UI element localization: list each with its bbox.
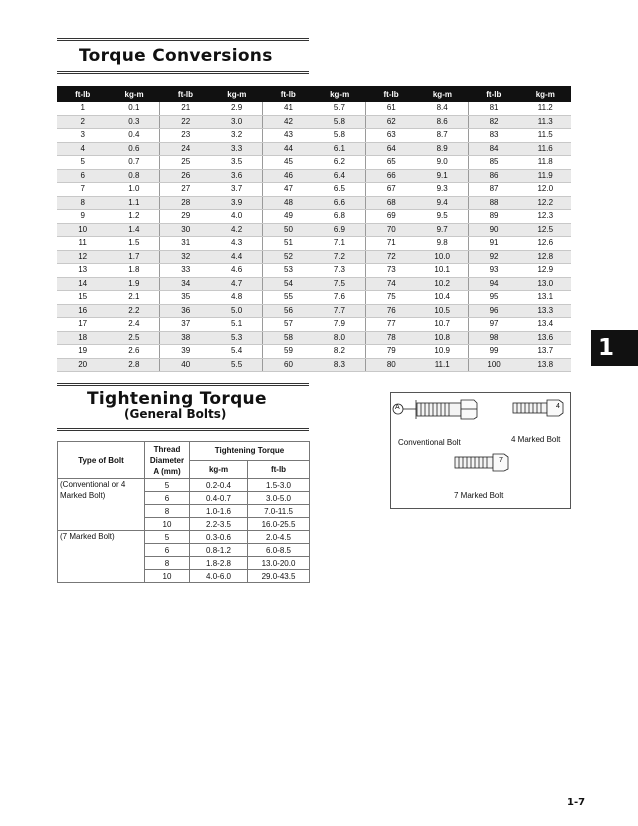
conversion-cell: 2.4: [108, 318, 159, 332]
conversion-header-cell: kg-m: [314, 86, 365, 102]
conversion-cell: 55: [263, 291, 314, 305]
conversion-cell: 24: [160, 142, 211, 156]
conversion-cell: 13.3: [520, 304, 571, 318]
conversion-header-cell: kg-m: [417, 86, 468, 102]
conversion-cell: 9.0: [417, 156, 468, 170]
conversion-header-cell: ft-lb: [57, 86, 108, 102]
seven-marked-bolt-label: 7 Marked Bolt: [454, 491, 504, 500]
conversion-cell: 7.2: [314, 250, 365, 264]
conversion-row: [57, 250, 571, 264]
conversion-cell: 5.8: [314, 115, 365, 129]
conversion-row: [57, 237, 571, 251]
thread-diameter-cell: 10: [145, 570, 190, 583]
conversion-cell: 33: [160, 264, 211, 278]
conversion-cell: 100: [468, 358, 519, 372]
conversion-cell: 96: [468, 304, 519, 318]
conversion-cell: 12.6: [520, 237, 571, 251]
conversion-cell: 86: [468, 169, 519, 183]
conversion-cell: 43: [263, 129, 314, 143]
conversion-row: [57, 277, 571, 291]
conversion-cell: 4.6: [211, 264, 262, 278]
torque-ftlb-cell: 1.5-3.0: [248, 479, 310, 492]
conversion-cell: 5.4: [211, 345, 262, 359]
conversion-cell: 66: [365, 169, 416, 183]
conversion-cell: 22: [160, 115, 211, 129]
conversion-cell: 1.2: [108, 210, 159, 224]
conversion-cell: 88: [468, 196, 519, 210]
conversion-row: [57, 210, 571, 224]
tightening-torque-title: Tightening Torque: [87, 389, 267, 409]
thread-diameter-cell: 10: [145, 518, 190, 531]
conversion-cell: 52: [263, 250, 314, 264]
conversion-cell: 11.5: [520, 129, 571, 143]
conversion-cell: 6.9: [314, 223, 365, 237]
conversion-cell: 11.3: [520, 115, 571, 129]
conversion-cell: 10.0: [417, 250, 468, 264]
conversion-cell: 8.4: [417, 102, 468, 115]
conversion-cell: 91: [468, 237, 519, 251]
conversion-cell: 46: [263, 169, 314, 183]
conversion-header-cell: kg-m: [520, 86, 571, 102]
conversion-cell: 19: [57, 345, 108, 359]
conversion-cell: 6.1: [314, 142, 365, 156]
conversion-cell: 8.2: [314, 345, 365, 359]
conversion-cell: 65: [365, 156, 416, 170]
conversion-cell: 9.7: [417, 223, 468, 237]
conversion-cell: 20: [57, 358, 108, 372]
torque-kgm-cell: 0.3-0.6: [190, 531, 248, 544]
torque-kgm-cell: 2.2-3.5: [190, 518, 248, 531]
conversion-cell: 25: [160, 156, 211, 170]
conversion-cell: 13.4: [520, 318, 571, 332]
torque-conversions-title: Torque Conversions: [79, 46, 273, 66]
conversion-cell: 95: [468, 291, 519, 305]
conversion-cell: 7.9: [314, 318, 365, 332]
conversion-cell: 61: [365, 102, 416, 115]
conversion-cell: 44: [263, 142, 314, 156]
conversion-cell: 11.8: [520, 156, 571, 170]
conversion-cell: 90: [468, 223, 519, 237]
conversion-header-cell: kg-m: [108, 86, 159, 102]
conversion-cell: 1.5: [108, 237, 159, 251]
conversion-cell: 78: [365, 331, 416, 345]
torque-ftlb-cell: 3.0-5.0: [248, 492, 310, 505]
conversion-cell: 37: [160, 318, 211, 332]
conversion-cell: 4.2: [211, 223, 262, 237]
conversion-cell: 62: [365, 115, 416, 129]
conversion-cell: 39: [160, 345, 211, 359]
conversion-cell: 45: [263, 156, 314, 170]
conversion-cell: 36: [160, 304, 211, 318]
conversion-cell: 54: [263, 277, 314, 291]
conversion-row: [57, 169, 571, 183]
conversion-cell: 5.0: [211, 304, 262, 318]
conversion-cell: 17: [57, 318, 108, 332]
conversion-header-row: [57, 86, 571, 102]
thread-diameter-cell: 8: [145, 557, 190, 570]
conversion-cell: 76: [365, 304, 416, 318]
conversion-cell: 27: [160, 183, 211, 197]
conversion-cell: 41: [263, 102, 314, 115]
conversion-cell: 12.9: [520, 264, 571, 278]
conversion-cell: 9.5: [417, 210, 468, 224]
conversion-cell: 6.5: [314, 183, 365, 197]
conversion-cell: 31: [160, 237, 211, 251]
conversion-cell: 14: [57, 277, 108, 291]
conversion-cell: 23: [160, 129, 211, 143]
conversion-row: [57, 183, 571, 197]
seven-mark-label: 7: [499, 457, 503, 464]
conversion-cell: 73: [365, 264, 416, 278]
conversion-row: [57, 156, 571, 170]
conversion-cell: 9.1: [417, 169, 468, 183]
conversion-cell: 40: [160, 358, 211, 372]
conversion-row: [57, 291, 571, 305]
conversion-cell: 1.4: [108, 223, 159, 237]
conversion-cell: 2.6: [108, 345, 159, 359]
torque-table-body: [58, 479, 310, 583]
thread-diameter-cell: 6: [145, 544, 190, 557]
conversion-cell: 9.3: [417, 183, 468, 197]
conversion-cell: 2.8: [108, 358, 159, 372]
conversion-cell: 72: [365, 250, 416, 264]
type-of-bolt-header: Type of Bolt: [58, 442, 145, 479]
conversion-cell: 12.2: [520, 196, 571, 210]
conversion-cell: 0.1: [108, 102, 159, 115]
conversion-cell: 11.9: [520, 169, 571, 183]
conversion-cell: 13.6: [520, 331, 571, 345]
conversion-cell: 32: [160, 250, 211, 264]
conversion-cell: 0.6: [108, 142, 159, 156]
conversion-cell: 18: [57, 331, 108, 345]
conversion-cell: 3.5: [211, 156, 262, 170]
conversion-cell: 79: [365, 345, 416, 359]
conversion-cell: 8.6: [417, 115, 468, 129]
conversion-cell: 9.4: [417, 196, 468, 210]
conversion-cell: 10.1: [417, 264, 468, 278]
conversion-row: [57, 142, 571, 156]
conversion-cell: 7.5: [314, 277, 365, 291]
conversion-cell: 12.3: [520, 210, 571, 224]
conversion-cell: 2.9: [211, 102, 262, 115]
conversion-row: [57, 264, 571, 278]
conversion-cell: 10: [57, 223, 108, 237]
thread-diameter-cell: 8: [145, 505, 190, 518]
conversion-cell: 2.2: [108, 304, 159, 318]
conversion-cell: 10.9: [417, 345, 468, 359]
conversion-cell: 6: [57, 169, 108, 183]
conversion-cell: 11.1: [417, 358, 468, 372]
conversion-cell: 74: [365, 277, 416, 291]
conversion-header-cell: ft-lb: [365, 86, 416, 102]
conversion-cell: 3.7: [211, 183, 262, 197]
torque-row: [58, 479, 310, 492]
conversion-cell: 10.7: [417, 318, 468, 332]
conversion-cell: 5.5: [211, 358, 262, 372]
conversion-cell: 16: [57, 304, 108, 318]
conversion-cell: 6.8: [314, 210, 365, 224]
conversion-cell: 1: [57, 102, 108, 115]
thread-diameter-header: Thread Diameter A (mm): [145, 442, 190, 479]
conversion-cell: 13: [57, 264, 108, 278]
conversion-header-cell: kg-m: [211, 86, 262, 102]
conversion-cell: 7.7: [314, 304, 365, 318]
ftlb-header: ft-lb: [248, 460, 310, 479]
conversion-cell: 42: [263, 115, 314, 129]
conversion-cell: 80: [365, 358, 416, 372]
conversion-cell: 67: [365, 183, 416, 197]
conversion-cell: 75: [365, 291, 416, 305]
conversion-cell: 48: [263, 196, 314, 210]
conversion-cell: 92: [468, 250, 519, 264]
conversion-cell: 2.5: [108, 331, 159, 345]
conversion-cell: 38: [160, 331, 211, 345]
conversion-cell: 64: [365, 142, 416, 156]
conversion-cell: 57: [263, 318, 314, 332]
tightening-torque-table: [57, 441, 310, 583]
conversion-row: [57, 345, 571, 359]
conversion-cell: 11: [57, 237, 108, 251]
conversion-cell: 2: [57, 115, 108, 129]
conversion-row: [57, 115, 571, 129]
conversion-cell: 49: [263, 210, 314, 224]
conversion-cell: 93: [468, 264, 519, 278]
conversion-cell: 47: [263, 183, 314, 197]
four-mark-label: 4: [556, 403, 560, 410]
conversion-cell: 5.7: [314, 102, 365, 115]
conversion-cell: 84: [468, 142, 519, 156]
conversion-cell: 6.4: [314, 169, 365, 183]
conversion-row: [57, 331, 571, 345]
conversion-cell: 50: [263, 223, 314, 237]
torque-ftlb-cell: 13.0-20.0: [248, 557, 310, 570]
conversion-cell: 59: [263, 345, 314, 359]
torque-kgm-cell: 1.8-2.8: [190, 557, 248, 570]
conversion-cell: 8: [57, 196, 108, 210]
conversion-row: [57, 304, 571, 318]
conversion-cell: 28: [160, 196, 211, 210]
conversion-cell: 8.0: [314, 331, 365, 345]
conversion-row: [57, 196, 571, 210]
conversion-cell: 4.7: [211, 277, 262, 291]
conversion-cell: 13.8: [520, 358, 571, 372]
bolt-type-cell: (7 Marked Bolt): [58, 531, 145, 583]
conversion-cell: 9.8: [417, 237, 468, 251]
conversion-cell: 3.6: [211, 169, 262, 183]
torque-ftlb-cell: 29.0-43.5: [248, 570, 310, 583]
conversion-cell: 1.0: [108, 183, 159, 197]
conversion-cell: 10.8: [417, 331, 468, 345]
conversion-cell: 11.2: [520, 102, 571, 115]
page-number: 1-7: [567, 797, 586, 808]
conversion-cell: 8.3: [314, 358, 365, 372]
conversion-cell: 1.8: [108, 264, 159, 278]
conversion-cell: 1.7: [108, 250, 159, 264]
conversion-cell: 9: [57, 210, 108, 224]
conversion-cell: 8.7: [417, 129, 468, 143]
conversion-cell: 12.5: [520, 223, 571, 237]
conversion-header-cell: ft-lb: [468, 86, 519, 102]
conversion-cell: 6.2: [314, 156, 365, 170]
conversion-cell: 83: [468, 129, 519, 143]
conversion-cell: 5.1: [211, 318, 262, 332]
conversion-cell: 10.5: [417, 304, 468, 318]
conversion-cell: 99: [468, 345, 519, 359]
conversion-cell: 0.3: [108, 115, 159, 129]
conversion-cell: 6.6: [314, 196, 365, 210]
conversion-cell: 4.0: [211, 210, 262, 224]
conversion-cell: 26: [160, 169, 211, 183]
conversion-row: [57, 102, 571, 115]
conversion-row: [57, 318, 571, 332]
conventional-bolt-label: Conventional Bolt: [398, 438, 461, 447]
conversion-cell: 0.7: [108, 156, 159, 170]
conversion-cell: 58: [263, 331, 314, 345]
conversion-cell: 68: [365, 196, 416, 210]
conversion-row: [57, 358, 571, 372]
conversion-cell: 5.8: [314, 129, 365, 143]
conversion-cell: 7.3: [314, 264, 365, 278]
conversion-cell: 2.1: [108, 291, 159, 305]
thread-diameter-cell: 5: [145, 531, 190, 544]
conversion-cell: 21: [160, 102, 211, 115]
conversion-cell: 87: [468, 183, 519, 197]
conversion-cell: 13.7: [520, 345, 571, 359]
conversion-cell: 77: [365, 318, 416, 332]
conversion-cell: 3: [57, 129, 108, 143]
conversion-cell: 3.9: [211, 196, 262, 210]
conversion-cell: 97: [468, 318, 519, 332]
conversion-cell: 4.8: [211, 291, 262, 305]
tightening-torque-title-bar: [57, 383, 309, 431]
conversion-cell: 34: [160, 277, 211, 291]
conversion-cell: 3.3: [211, 142, 262, 156]
torque-kgm-cell: 0.8-1.2: [190, 544, 248, 557]
conversion-header-cell: ft-lb: [263, 86, 314, 102]
conversion-header-cell: ft-lb: [160, 86, 211, 102]
conversion-cell: 8.9: [417, 142, 468, 156]
conversion-table-body: [57, 102, 571, 372]
conversion-row: [57, 223, 571, 237]
conversion-cell: 13.1: [520, 291, 571, 305]
torque-conversion-table: [57, 86, 571, 372]
kgm-header: kg-m: [190, 460, 248, 479]
conversion-cell: 4: [57, 142, 108, 156]
tightening-torque-header: Tightening Torque: [190, 442, 310, 461]
conversion-cell: 4.4: [211, 250, 262, 264]
conversion-cell: 12: [57, 250, 108, 264]
torque-kgm-cell: 4.0-6.0: [190, 570, 248, 583]
bolt-figure: [390, 392, 571, 509]
torque-kgm-cell: 0.4-0.7: [190, 492, 248, 505]
torque-kgm-cell: 1.0-1.6: [190, 505, 248, 518]
thread-diameter-cell: 5: [145, 479, 190, 492]
conversion-cell: 13.0: [520, 277, 571, 291]
conversion-cell: 35: [160, 291, 211, 305]
conversion-cell: 60: [263, 358, 314, 372]
conversion-cell: 29: [160, 210, 211, 224]
conversion-cell: 10.4: [417, 291, 468, 305]
conversion-cell: 94: [468, 277, 519, 291]
conversion-cell: 10.2: [417, 277, 468, 291]
conversion-cell: 7.1: [314, 237, 365, 251]
conversion-cell: 3.0: [211, 115, 262, 129]
conversion-cell: 82: [468, 115, 519, 129]
conversion-cell: 12.0: [520, 183, 571, 197]
conversion-cell: 85: [468, 156, 519, 170]
conversion-cell: 3.2: [211, 129, 262, 143]
bolt-type-cell: (Conventional or 4 Marked Bolt): [58, 479, 145, 531]
conversion-cell: 69: [365, 210, 416, 224]
conversion-cell: 5.3: [211, 331, 262, 345]
conversion-cell: 0.8: [108, 169, 159, 183]
conversion-cell: 15: [57, 291, 108, 305]
conversion-row: [57, 129, 571, 143]
conversion-cell: 63: [365, 129, 416, 143]
conversion-cell: 1.9: [108, 277, 159, 291]
torque-row: [58, 531, 310, 544]
conversion-cell: 5: [57, 156, 108, 170]
conversion-cell: 71: [365, 237, 416, 251]
torque-kgm-cell: 0.2-0.4: [190, 479, 248, 492]
conversion-cell: 53: [263, 264, 314, 278]
torque-conversions-title-bar: [57, 38, 309, 74]
conversion-cell: 11.6: [520, 142, 571, 156]
torque-ftlb-cell: 6.0-8.5: [248, 544, 310, 557]
torque-ftlb-cell: 16.0-25.5: [248, 518, 310, 531]
tightening-torque-subtitle: (General Bolts): [124, 407, 227, 421]
thread-diameter-cell: 6: [145, 492, 190, 505]
dimension-a-label: A: [395, 404, 400, 411]
four-marked-bolt-label: 4 Marked Bolt: [511, 435, 561, 444]
conversion-cell: 89: [468, 210, 519, 224]
conversion-cell: 0.4: [108, 129, 159, 143]
conversion-cell: 30: [160, 223, 211, 237]
conversion-cell: 7.6: [314, 291, 365, 305]
conversion-cell: 51: [263, 237, 314, 251]
conventional-bolt-icon: [403, 400, 477, 419]
torque-ftlb-cell: 7.0-11.5: [248, 505, 310, 518]
conversion-cell: 7: [57, 183, 108, 197]
torque-ftlb-cell: 2.0-4.5: [248, 531, 310, 544]
conversion-cell: 81: [468, 102, 519, 115]
conversion-cell: 1.1: [108, 196, 159, 210]
conversion-cell: 4.3: [211, 237, 262, 251]
conversion-cell: 56: [263, 304, 314, 318]
chapter-tab: 1: [591, 330, 638, 366]
conversion-cell: 70: [365, 223, 416, 237]
conversion-cell: 12.8: [520, 250, 571, 264]
conversion-cell: 98: [468, 331, 519, 345]
